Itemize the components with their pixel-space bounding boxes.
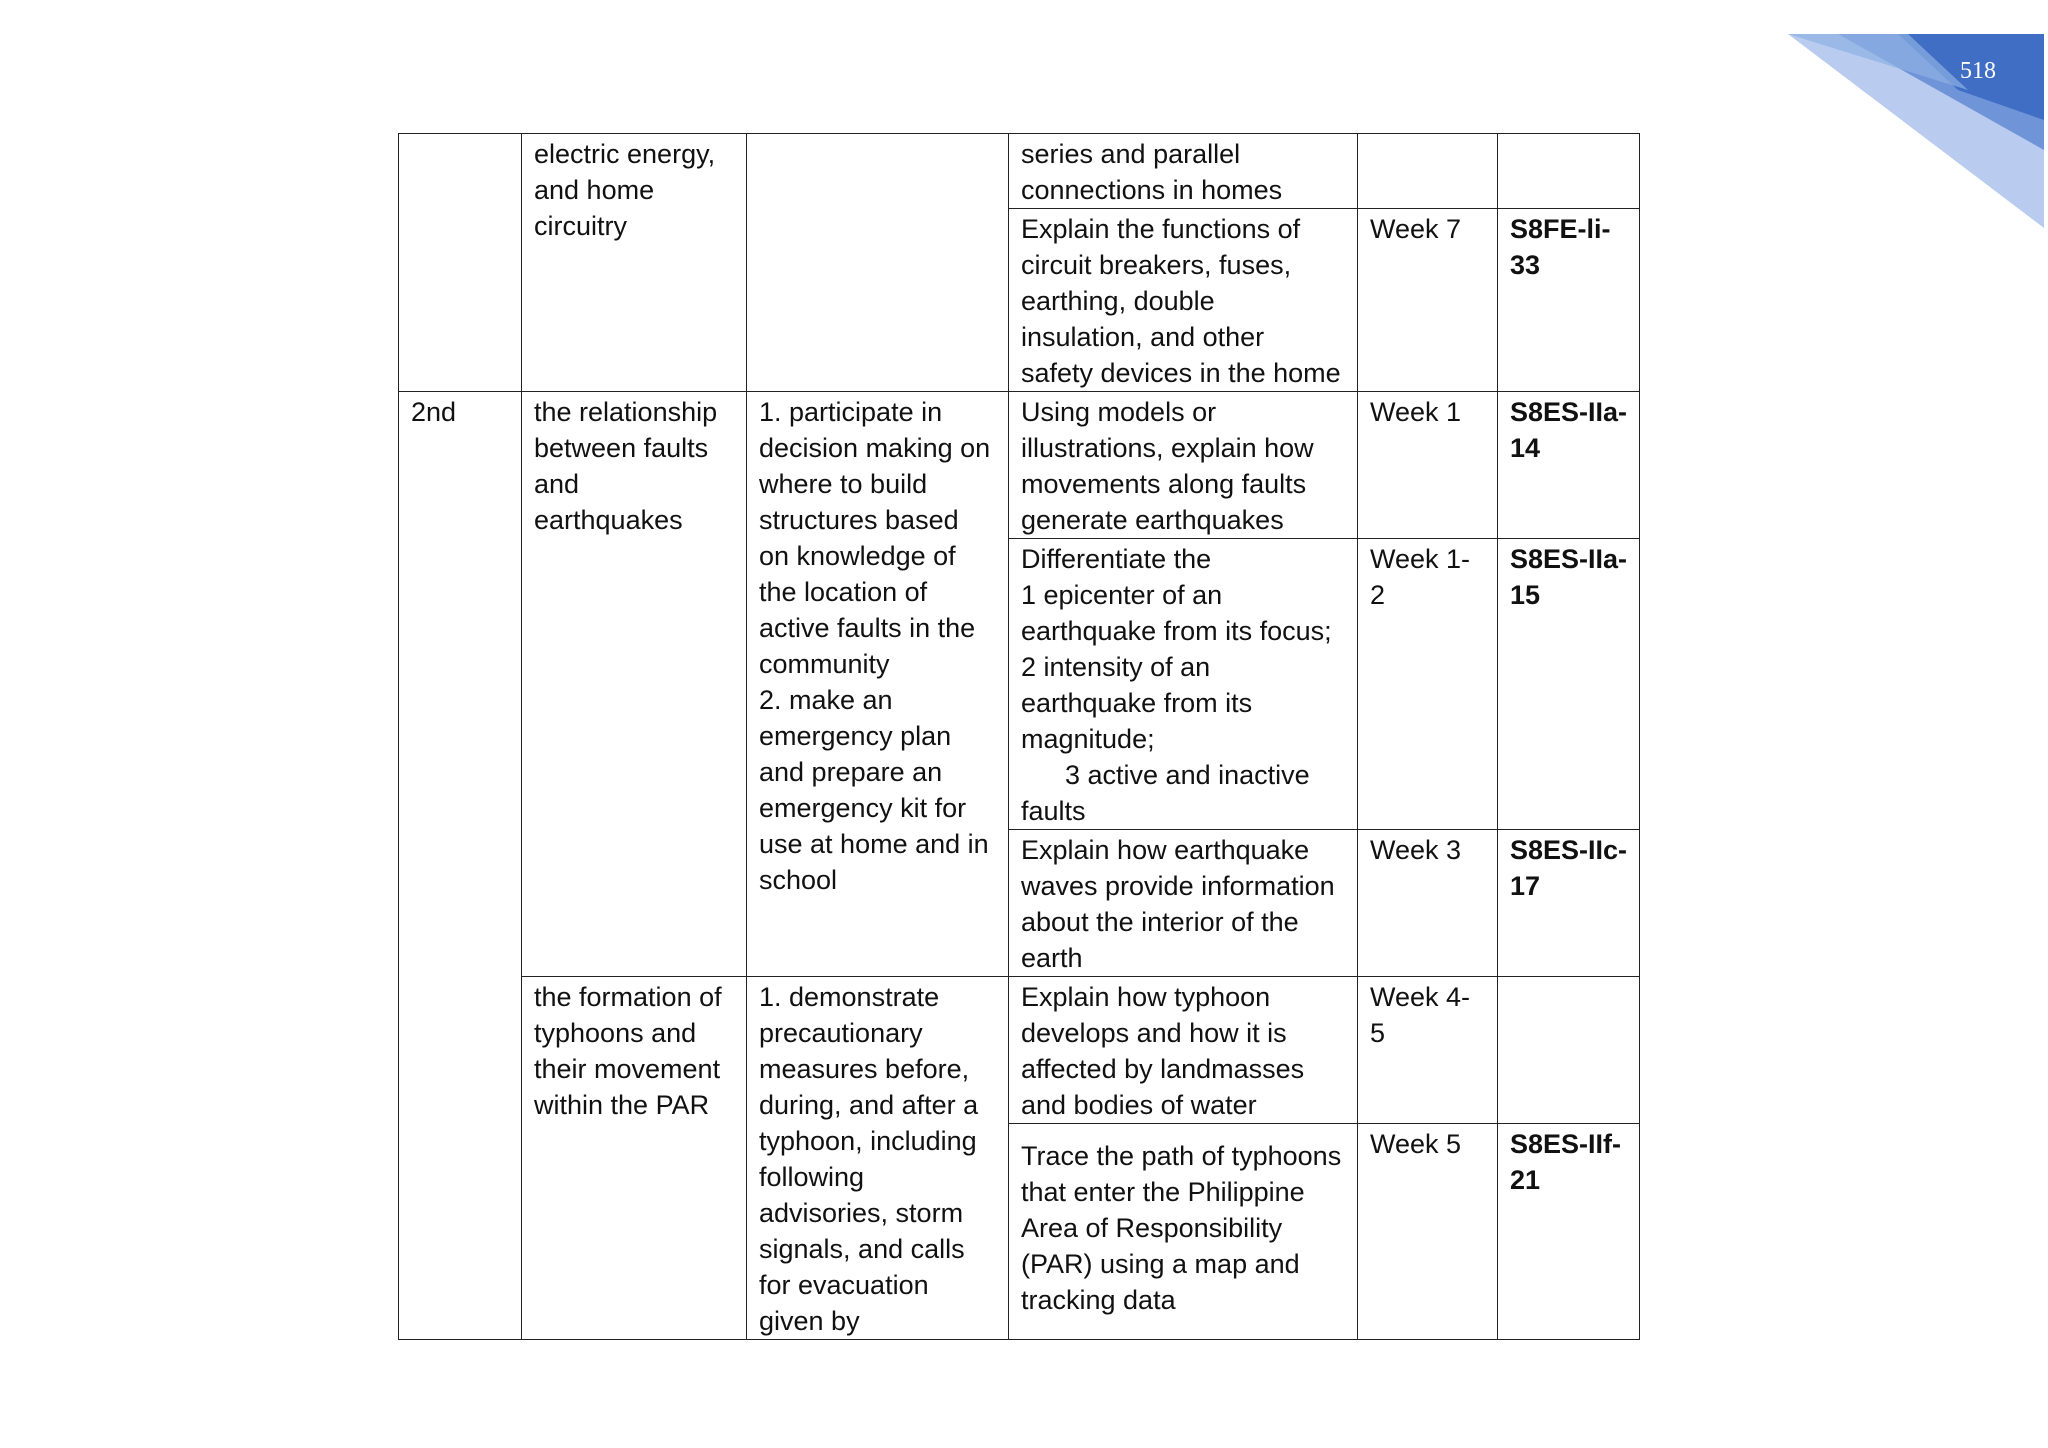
week-cell: Week 1- 2: [1358, 539, 1498, 830]
week-cell: Week 7: [1358, 209, 1498, 392]
competency-cell: Trace the path of typhoons that enter the Philippine Area of Responsibility (PAR) using a map and tracking data: [1009, 1124, 1358, 1340]
topic-cell: the formation of typhoons and their movement within the PAR: [522, 977, 747, 1340]
competency-cell: Explain how earthquake waves provide information about the interior of the earth: [1009, 830, 1358, 977]
week-cell: [1358, 134, 1498, 209]
table-row: [399, 134, 1640, 209]
code-cell: [1498, 977, 1640, 1124]
code-cell: S8FE-li- 33: [1498, 209, 1640, 392]
competency-cell: Explain the functions of circuit breakers, fuses, earthing, double insulation, and other safety devices in the home: [1009, 209, 1358, 392]
code-cell: S8ES-IIa- 15: [1498, 539, 1640, 830]
corner-decoration: [1708, 0, 2048, 260]
code-cell: S8ES-IIa- 14: [1498, 392, 1640, 539]
code-cell: S8ES-IIc- 17: [1498, 830, 1640, 977]
performance-cell: 1. demonstrate precautionary measures before, during, and after a typhoon, including following advisories, storm signals, and calls for evacuation given by: [747, 977, 1009, 1340]
competency-cell: series and parallel connections in homes: [1009, 134, 1358, 209]
performance-cell: 1. participate in decision making on where to build structures based on knowledge of the location of active faults in the community 2. make an emergency plan and prepare an emergency kit for use at home and in school: [747, 392, 1009, 977]
quarter-cell: [399, 134, 522, 392]
week-cell: Week 4- 5: [1358, 977, 1498, 1124]
curriculum-table: [398, 133, 1640, 1340]
quarter-cell: 2nd: [399, 392, 522, 1340]
week-cell: Week 5: [1358, 1124, 1498, 1340]
code-cell: S8ES-IIf- 21: [1498, 1124, 1640, 1340]
topic-cell: electric energy, and home circuitry: [522, 134, 747, 392]
code-cell: [1498, 134, 1640, 209]
competency-cell: Using models or illustrations, explain how movements along faults generate earthquakes: [1009, 392, 1358, 539]
page-number: 518: [1960, 58, 1996, 84]
table-row: [399, 392, 1640, 539]
week-cell: Week 3: [1358, 830, 1498, 977]
week-cell: Week 1: [1358, 392, 1498, 539]
topic-cell: the relationship between faults and earthquakes: [522, 392, 747, 977]
competency-cell: Differentiate the 1 epicenter of an earthquake from its focus; 2 intensity of an earthquake from its magnitude; 3 active and inactive faults: [1009, 539, 1358, 830]
competency-cell: Explain how typhoon develops and how it is affected by landmasses and bodies of water: [1009, 977, 1358, 1124]
table-row: [399, 977, 1640, 1124]
performance-cell: [747, 134, 1009, 392]
